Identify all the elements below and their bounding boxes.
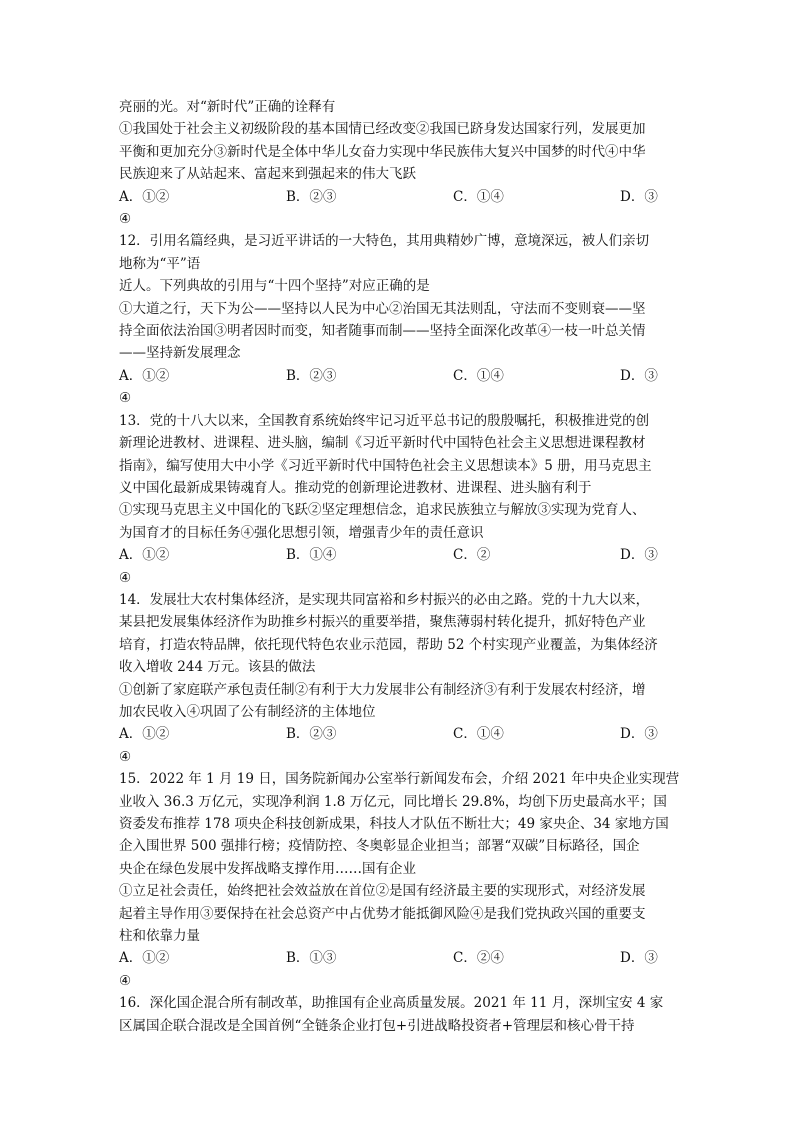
answer-options bbox=[119, 544, 685, 566]
text-line: 培育，打造农特品牌，依托现代特色农业示范园，帮助 52 个村实现产业覆盖，为集体经济 bbox=[119, 636, 658, 653]
text-line: 15．2022 年 1 月 19 日，国务院新闻办公室举行新闻发布会，介绍 2021 年中央企业实现营 bbox=[119, 771, 680, 788]
answer-options bbox=[119, 365, 685, 387]
text-line: ①大道之行，天下为公——坚持以人民为中心②治国无其法则乱，守法而不变则衰——坚 bbox=[119, 300, 646, 317]
text-line: ①创新了家庭联产承包责任制②有利于大力发展非公有制经济③有利于发展农村经济，增 bbox=[119, 681, 646, 698]
question-11-continued bbox=[119, 96, 685, 230]
text-line: 近人。下列典故的引用与“十四个坚持”对应正确的是 bbox=[119, 278, 430, 295]
option-c: C．①④ bbox=[453, 726, 504, 743]
text-line: 加农民收入④巩固了公有制经济的主体地位 bbox=[119, 703, 376, 720]
text-line: 区属国企联合混改是全国首例“全链条企业打包+引进战略投资者+管理层和核心骨干持 bbox=[119, 1017, 635, 1034]
text-line: 业收入 36.3 万亿元，实现净利润 1.8 万亿元，同比增长 29.8%，均创下历史最高水平；国 bbox=[119, 793, 667, 810]
option-c: C．② bbox=[453, 547, 491, 564]
text-line: 指南》，编写使用大中小学《习近平新时代中国特色社会主义思想读本》5 册，用马克思主 bbox=[119, 457, 652, 474]
text-line: 企入围世界 500 强排行榜；疫情防控、冬奥彰显企业担当；部署“双碳”目标路径，国企 bbox=[119, 838, 640, 855]
text-line: 收入增收 244 万元。该县的做法 bbox=[119, 659, 316, 676]
text-line: ①立足社会责任，始终把社会效益放在首位②是国有经济最主要的实现形式，对经济发展 bbox=[119, 883, 646, 900]
text-line: 平衡和更加充分③新时代是全体中华儿女奋力实现中华民族伟大复兴中国梦的时代④中华 bbox=[119, 143, 646, 160]
option-d: D．③ bbox=[620, 188, 658, 205]
text-line: 民族迎来了从站起来、富起来到强起来的伟大飞跃 bbox=[119, 166, 416, 183]
question-15 bbox=[119, 768, 685, 992]
text-line: ①我国处于社会主义初级阶段的基本国情已经改变②我国已跻身发达国家行列，发展更加 bbox=[119, 121, 646, 138]
option-b: B．①④ bbox=[286, 547, 337, 564]
answer-options bbox=[119, 947, 685, 969]
question-12 bbox=[119, 230, 685, 409]
option-d: D．③ bbox=[620, 367, 658, 384]
option-c: C．①④ bbox=[453, 188, 504, 205]
option-c: C．②④ bbox=[453, 950, 504, 967]
option-a: A．①② bbox=[119, 367, 170, 384]
text-line: 亮丽的光。对“新时代”正确的诠释有 bbox=[119, 99, 336, 115]
option-d-wrap: ④ bbox=[119, 390, 132, 407]
option-d-wrap: ④ bbox=[119, 972, 132, 989]
option-d: D．③ bbox=[620, 950, 658, 967]
exam-page bbox=[119, 96, 685, 1037]
option-d: D．③ bbox=[620, 547, 658, 564]
option-b: B．②③ bbox=[286, 367, 337, 384]
option-b: B．①③ bbox=[286, 950, 337, 967]
text-line: 12．引用名篇经典，是习近平讲话的一大特色，其用典精妙广博，意境深远，被人们亲切 bbox=[119, 233, 650, 250]
text-line: 持全面依法治国③明者因时而变，知者随事而制——坚持全面深化改革④一枝一叶总关情 bbox=[119, 323, 646, 340]
text-line: 14．发展壮大农村集体经济，是实现共同富裕和乡村振兴的必由之路。党的十九大以来， bbox=[119, 591, 650, 608]
option-d: D．③ bbox=[620, 726, 658, 743]
text-line: 柱和依靠力量 bbox=[119, 928, 200, 945]
text-line: 起着主导作用③要保持在社会总资产中占优势才能抵御风险④是我们党执政兴国的重要支 bbox=[119, 905, 646, 922]
text-line: 义中国化最新成果铸魂育人。推动党的创新理论进教材、进课程、进头脑有利于 bbox=[119, 479, 592, 496]
option-b: B．②③ bbox=[286, 188, 337, 205]
answer-options bbox=[119, 723, 685, 745]
option-b: B．②③ bbox=[286, 726, 337, 743]
text-line: ——坚持新发展理念 bbox=[119, 345, 241, 362]
question-13 bbox=[119, 410, 685, 589]
question-16 bbox=[119, 992, 685, 1037]
text-line: 央企在绿色发展中发挥战略支撑作用……国有企业 bbox=[119, 860, 416, 877]
text-line: 某县把发展集体经济作为助推乡村振兴的重要举措，聚焦薄弱村转化提升，抓好特色产业 bbox=[119, 614, 646, 631]
option-c: C．①④ bbox=[453, 367, 504, 384]
option-d-wrap: ④ bbox=[119, 569, 132, 586]
option-a: A．①② bbox=[119, 188, 170, 205]
option-d-wrap: ④ bbox=[119, 211, 132, 228]
option-a: A．①② bbox=[119, 547, 170, 564]
text-line: ①实现马克思主义中国化的飞跃②坚定理想信念，追求民族独立与解放③实现为党育人、 bbox=[119, 502, 646, 519]
text-line: 新理论进教材、进课程、进头脑，编制《习近平新时代中国特色社会主义思想进课程教材 bbox=[119, 435, 646, 452]
text-line: 13．党的十八大以来，全国教育系统始终牢记习近平总书记的殷殷嘱托，积极推进党的创 bbox=[119, 412, 650, 429]
option-a: A．①② bbox=[119, 726, 170, 743]
text-line: 为国育才的目标任务④强化思想引领，增强青少年的责任意识 bbox=[119, 524, 484, 541]
answer-options bbox=[119, 186, 685, 208]
question-14 bbox=[119, 589, 685, 768]
text-line: 16．深化国企混合所有制改革，助推国有企业高质量发展。2021 年 11 月，深圳宝安 4 家 bbox=[119, 995, 664, 1012]
option-a: A．①② bbox=[119, 950, 170, 967]
option-d-wrap: ④ bbox=[119, 748, 132, 765]
text-line: 地称为“平”语 bbox=[119, 255, 201, 272]
text-line: 资委发布推荐 178 项央企科技创新成果，科技人才队伍不断壮大；49 家央企、34 家地方国 bbox=[119, 816, 669, 832]
